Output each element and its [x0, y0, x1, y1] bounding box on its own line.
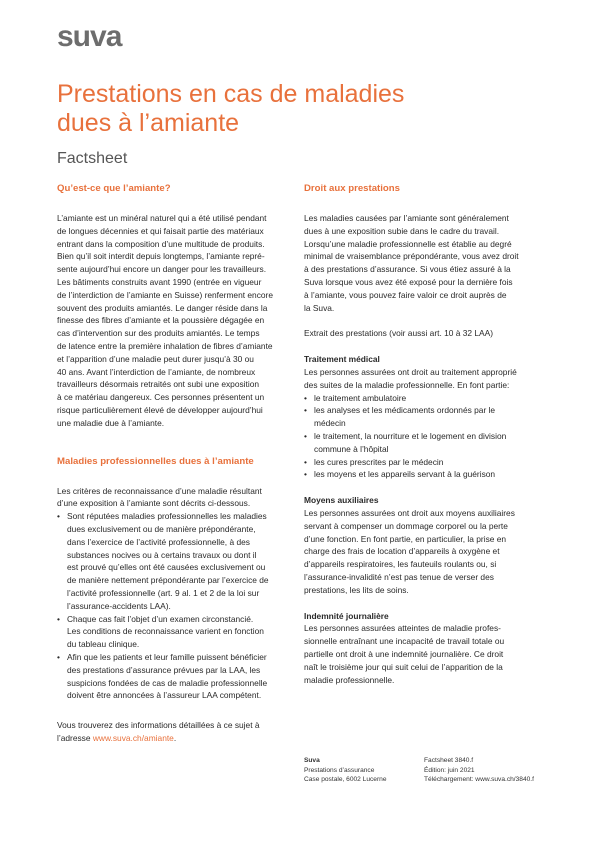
- text-line: Bien qu’il soit interdit depuis longtemps, l’amiante repré-: [57, 251, 265, 262]
- footer-edition: Édition: juin 2021: [424, 766, 475, 774]
- subheading-daily-allowance: Indemnité journalière: [304, 610, 389, 621]
- text-line: d’une fonction. En font partie, en particulier, la prise en: [304, 533, 507, 544]
- text-medical-treatment: [304, 366, 536, 392]
- section-heading-benefit-rights: Droit aux prestations: [304, 183, 400, 194]
- section-text-benefit-rights: [304, 212, 536, 314]
- closing-prefix: l’adresse: [57, 732, 93, 743]
- section-heading-what-is-asbestos: Qu’est-ce que l’amiante?: [57, 183, 171, 194]
- text-line: partielle ont droit à une indemnité journalière. Ce droit: [304, 648, 504, 659]
- text-line: Les personnes assurées atteintes de maladie profes-: [304, 623, 501, 634]
- text-line: l’activité professionnelle (art. 9 al. 1 et 2 de la loi sur: [67, 587, 260, 598]
- text-aids: [304, 507, 536, 597]
- footer-meta: [424, 756, 534, 785]
- text-line: du tableau clinique.: [67, 639, 140, 650]
- footer-dept: Prestations d’assurance: [304, 766, 375, 774]
- text-line: substances nocives ou à certains travaux ou dont il: [67, 549, 257, 560]
- text-line: finesse des fibres d’amiante et la poussière dégagée en: [57, 315, 265, 326]
- text-line: Suva lorsque vous avez été exposé pour la dernière fois: [304, 276, 513, 287]
- text-line: Les critères de reconnaissance d’une maladie résultant: [57, 485, 262, 496]
- text-line: risque particulièrement élevé de développer aujourd’hui: [57, 404, 263, 415]
- text-line: Les maladies causées par l’amiante sont généralement: [304, 213, 509, 223]
- suva-logo: suva: [57, 20, 122, 53]
- text-line: le traitement, la nourriture et le logement en division: [314, 430, 507, 441]
- text-line: d’une exposition à l’amiante sont décrits ci-dessous.: [57, 498, 251, 509]
- text-line: maladie professionnelle.: [304, 674, 395, 685]
- text-line: L’amiante est un minéral naturel qui a été utilisé pendant: [57, 213, 267, 223]
- text-line: Lorsqu’une maladie professionnelle est établie au degré: [304, 238, 512, 249]
- text-line: charge des frais de location d’appareils à oxygène et: [304, 546, 500, 557]
- text-line: Sont réputées maladies professionnelles les maladies: [67, 511, 267, 522]
- text-line: prestations, les lits de soins.: [304, 584, 409, 595]
- footer-download: Téléchargement: www.suva.ch/3840.f: [424, 776, 534, 784]
- medical-treatment-list-item: [304, 430, 536, 456]
- text-line: Afin que les patients et leur famille puissent bénéficier: [67, 651, 267, 662]
- text-line: est prouvé qu’elles ont été causées exclusivement ou: [67, 562, 266, 573]
- criteria-list: [57, 510, 283, 702]
- text-line: dues à une exposition subie dans le cadre du travail.: [304, 225, 500, 236]
- subheading-medical-treatment: Traitement médical: [304, 354, 380, 365]
- footer-factsheet-number: Factsheet 3840.f: [424, 757, 474, 764]
- criteria-list-item: [57, 613, 283, 651]
- criteria-list-item: [57, 651, 283, 702]
- criteria-list-item: [57, 510, 283, 612]
- footer-contact: [304, 756, 386, 785]
- text-line: dans l’exercice de l’activité professionnelle, à des: [67, 536, 250, 547]
- text-daily-allowance: [304, 622, 536, 686]
- text-line: Les conditions de reconnaissance varient en fonction: [67, 626, 264, 637]
- text-line: d’appareils respiratoires, les fauteuils roulants ou, si: [304, 559, 497, 570]
- text-line: de longues décennies et qui faisait partie des matériaux: [57, 225, 264, 236]
- footer-org: Suva: [304, 757, 320, 764]
- medical-treatment-list-item: [304, 468, 536, 481]
- text-line: entrant dans la composition d’une multitude de produits.: [57, 238, 265, 249]
- text-line: souvent des produits amiantés. Le danger réside dans la: [57, 302, 268, 313]
- text-line: Chaque cas fait l’objet d’un examen circonstancié.: [67, 613, 254, 624]
- section-intro-occupational-diseases: [57, 485, 283, 511]
- section-heading-occupational-diseases: Maladies professionnelles dues à l’amiante: [57, 455, 254, 467]
- text-line: naît le troisième jour qui suit celui de l’apparition de la: [304, 661, 503, 672]
- left-column: [57, 183, 283, 745]
- text-line: cas d’intervention sur des produits amiantés. Le temps: [57, 328, 260, 339]
- text-line: à des prestations d’assurance. Si vous étiez assuré à la: [304, 264, 511, 275]
- text-line: commune à l’hôpital: [314, 443, 389, 454]
- page-title-line-1: Prestations en cas de maladies: [57, 80, 405, 108]
- text-line: et l’apparition d’une maladie peut durer jusqu’à 30 ou: [57, 353, 254, 364]
- text-line: minimal de vraisemblance prépondérante, vous avez droit: [304, 251, 519, 262]
- right-column: [304, 183, 536, 686]
- text-line: 40 ans. Avant l’interdiction de l’amiante, de nombreux: [57, 366, 256, 377]
- document-type: Factsheet: [57, 150, 128, 167]
- text-line: une maladie due à l’amiante.: [57, 417, 165, 428]
- text-line: médecin: [314, 418, 346, 429]
- medical-treatment-list-item: [304, 404, 536, 430]
- benefits-extract-line: Extrait des prestations (voir aussi art. 10 à 32 LAA): [304, 328, 493, 339]
- closing-paragraph: [57, 719, 283, 745]
- text-line: servant à compenser un dommage corporel ou la perte: [304, 520, 508, 531]
- footer-address: Case postale, 6002 Lucerne: [304, 776, 387, 784]
- text-line: Les personnes assurées ont droit aux moyens auxiliaires: [304, 507, 515, 518]
- page-title-line-2: dues à l’amiante: [57, 109, 240, 137]
- text-line: de l’interdiction de l’amiante en Suisse) renferment encore: [57, 289, 274, 300]
- text-line: les cures prescrites par le médecin: [314, 456, 444, 467]
- section-text-what-is-asbestos: [57, 212, 283, 430]
- text-line: à ce matériau dangereux. Ces personnes présentent un: [57, 392, 265, 403]
- closing-suffix: .: [173, 732, 177, 743]
- text-line: les moyens et les appareils servant à la guérison: [314, 469, 496, 480]
- subheading-aids: Moyens auxiliaires: [304, 495, 379, 506]
- suva-asbestos-link[interactable]: www.suva.ch/amiante: [92, 732, 174, 743]
- text-line: de manière nettement prépondérante par l’exercice de: [67, 575, 269, 586]
- text-line: Les bâtiments construits avant 1990 (entrée en vigueur: [57, 276, 262, 287]
- text-line: à l’amiante, vous pouvez faire valoir ce droit auprès de: [304, 289, 507, 300]
- text-line: doivent être annoncées à l’assureur LAA compétent.: [67, 690, 262, 701]
- text-line: sente aujourd’hui encore un danger pour les travailleurs.: [57, 264, 267, 275]
- text-line: l’assurance-invalidité n’est pas tenue de verser des: [304, 571, 494, 582]
- text-line: de latence entre la première inhalation de fibres d’amiante: [57, 340, 273, 351]
- text-line: dues exclusivement ou de manière prépondérante,: [67, 523, 256, 534]
- medical-treatment-list: [304, 392, 536, 482]
- text-line: Les personnes assurées ont droit au traitement approprié: [304, 366, 517, 377]
- medical-treatment-list-item: [304, 392, 536, 405]
- text-line: des suites de la maladie professionnelle. En font partie:: [304, 379, 510, 390]
- text-line: l’assurance-accidents LAA).: [67, 600, 171, 611]
- text-line: le traitement ambulatoire: [314, 392, 407, 403]
- text-line: sionnelle entraînant une incapacité de travail totale ou: [304, 636, 505, 647]
- medical-treatment-list-item: [304, 456, 536, 469]
- text-line: travailleurs désormais retraités ont subi une exposition: [57, 379, 260, 390]
- text-line: des prestations d’assurance prévues par la LAA, les: [67, 664, 261, 675]
- text-line: la Suva.: [304, 302, 335, 313]
- text-line: suspicions fondées de cas de maladie professionnelle: [67, 677, 268, 688]
- closing-line-1: Vous trouverez des informations détaillées à ce sujet à: [57, 720, 260, 731]
- text-line: les analyses et les médicaments ordonnés par le: [314, 405, 496, 416]
- page-title: [57, 80, 517, 138]
